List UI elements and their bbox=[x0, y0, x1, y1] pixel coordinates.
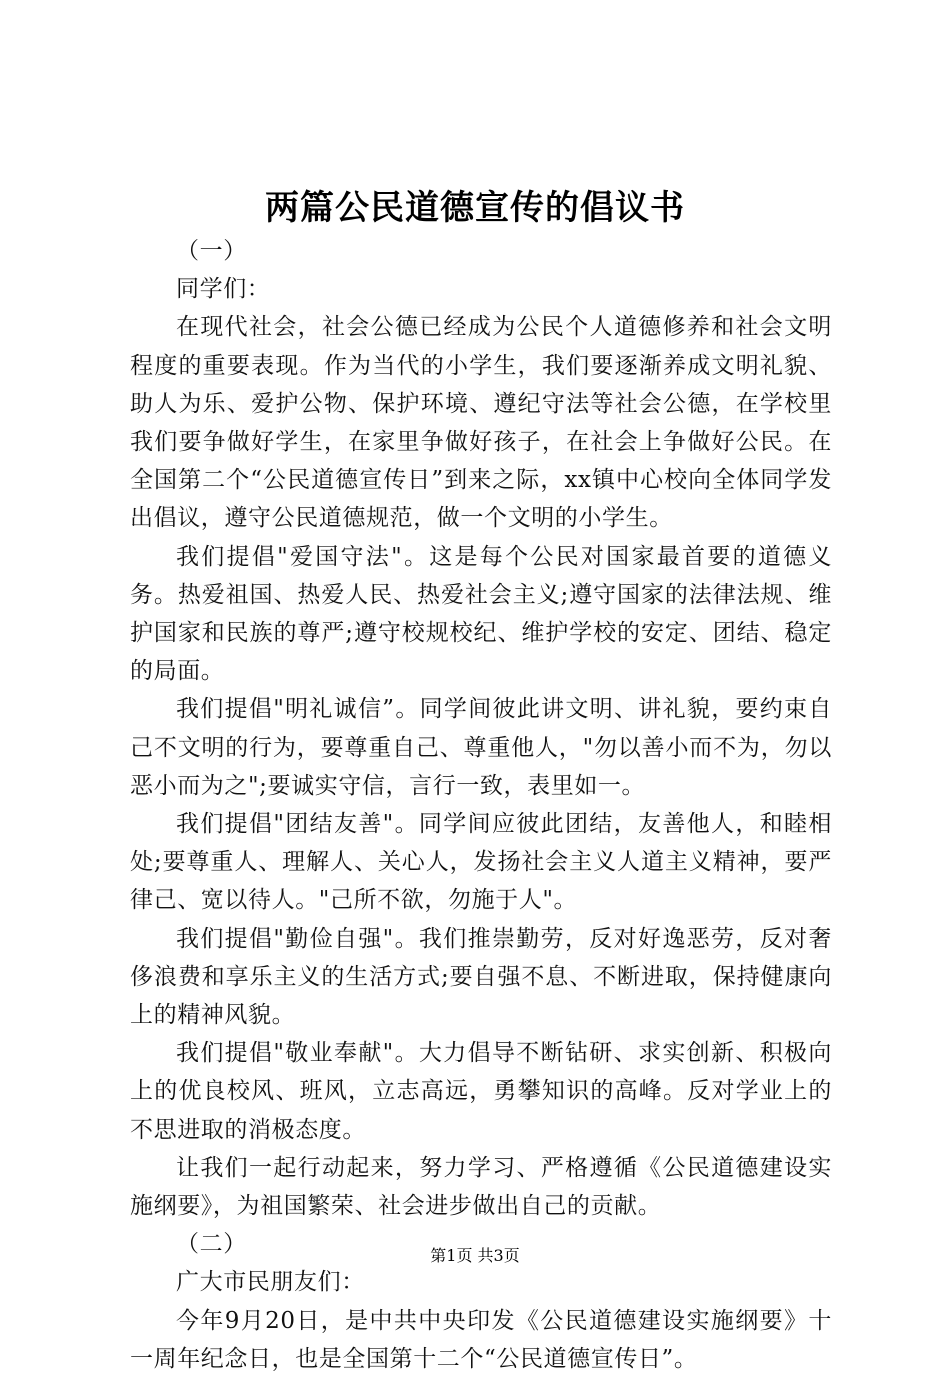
paragraph-thrift: 我们提倡"勤俭自强"。我们推崇勤劳，反对好逸恶劳，反对奢侈浪费和享乐主义的生活方式;要自强不息、不断进取，保持健康向上的精神风貌。 bbox=[130, 925, 832, 1029]
paragraph-call-to-action: 让我们一起行动起来，努力学习、严格遵循《公民道德建设实施纲要》，为祖国繁荣、社会进步做出自己的贡献。 bbox=[130, 1154, 832, 1220]
section-marker-2: （二） bbox=[176, 1231, 247, 1258]
paragraph-intro: 在现代社会，社会公德已经成为公民个人道德修养和社会文明程度的重要表现。作为当代的小学生，我们要逐渐养成文明礼貌、助人为乐、爱护公物、保护环境、遵纪守法等社会公德，在学校里我们要争做好学生，在家里争做好孩子，在社会上争做好公民。在全国第二个“公民道德宣传日”到来之际，xx镇中心校向全体同学发出倡议，遵守公民道德规范，做一个文明的小学生。 bbox=[130, 314, 832, 532]
section-marker-1: （一） bbox=[176, 238, 247, 264]
page-footer: 第1页 共3页 bbox=[430, 1246, 520, 1265]
document-title: 两篇公民道德宣传的倡议书 bbox=[265, 188, 685, 228]
paragraph-unity: 我们提倡"团结友善"。同学间应彼此团结，友善他人，和睦相处;要尊重人、理解人、关心人，发扬社会主义人道主义精神，要严律己、宽以待人。"己所不欲，勿施于人"。 bbox=[130, 811, 832, 914]
paragraph-anniversary: 今年9月20日，是中共中央印发《公民道德建设实施纲要》十一周年纪念日，也是全国第十二个“公民道德宣传日”。 bbox=[130, 1307, 832, 1372]
salutation-citizens: 广大市民朋友们： bbox=[176, 1269, 365, 1296]
paragraph-courtesy: 我们提倡"明礼诚信”。同学间彼此讲文明、讲礼貌，要约束自己不文明的行为，要尊重自己、尊重他人，"勿以善小而不为，勿以恶小而为之";要诚实守信，言行一致，表里如一。 bbox=[130, 696, 832, 799]
salutation-students: 同学们： bbox=[176, 276, 271, 303]
paragraph-dedication: 我们提倡"敬业奉献"。大力倡导不断钻研、求实创新、积极向上的优良校风、班风，立志高远，勇攀知识的高峰。反对学业上的不思进取的消极态度。 bbox=[130, 1040, 832, 1143]
paragraph-patriotism: 我们提倡"爱国守法"。这是每个公民对国家最首要的道德义务。热爱祖国、热爱人民、热爱社会主义;遵守国家的法律法规、维护国家和民族的尊严;遵守校规校纪、维护学校的安定、团结、稳定的局面。 bbox=[130, 543, 832, 685]
document-body bbox=[130, 232, 832, 1378]
